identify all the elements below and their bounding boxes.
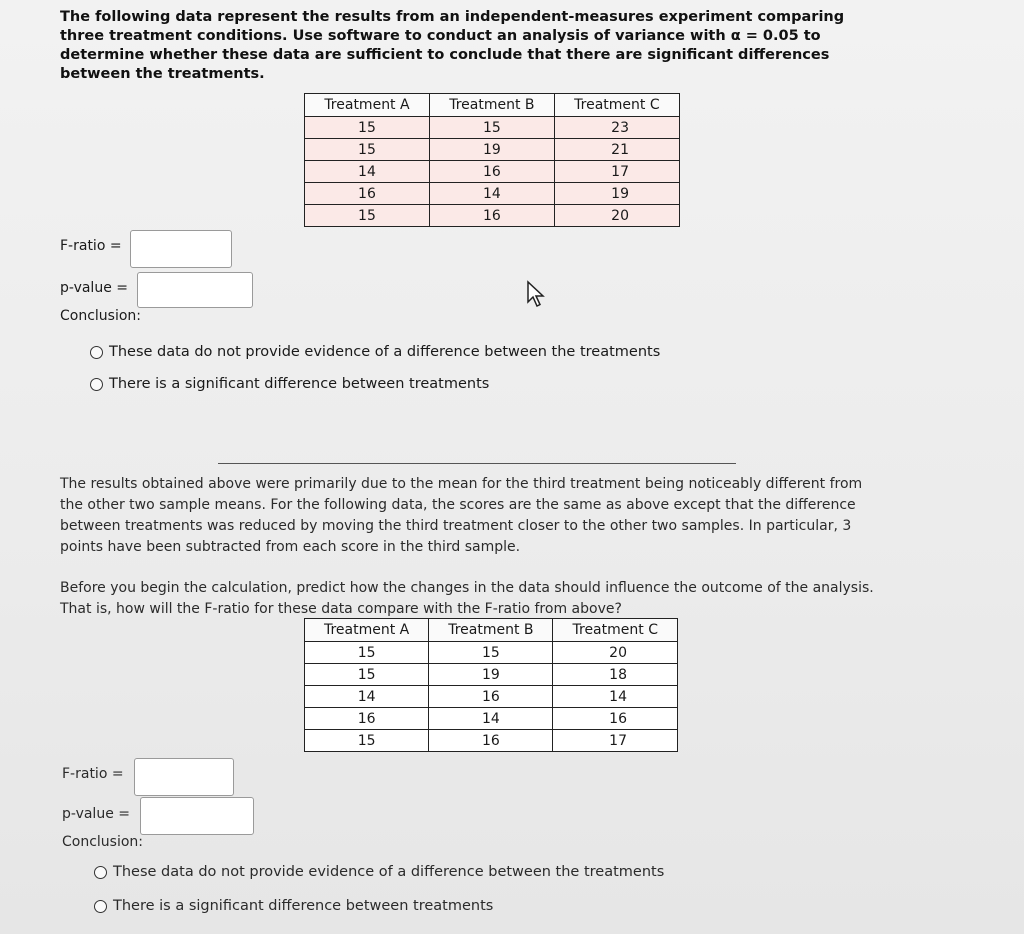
table-row (305, 117, 680, 139)
conclusion-option-significant-2[interactable] (94, 898, 493, 914)
table-row (305, 161, 680, 183)
table-cell: 15 (305, 117, 430, 139)
table-cell: 20 (554, 205, 679, 227)
table-cell: 19 (554, 183, 679, 205)
p-value-label-1: p-value = (60, 280, 128, 296)
table-cell: 23 (554, 117, 679, 139)
option-label: These data do not provide evidence of a difference between the treatments (109, 344, 661, 360)
table2-header-a: Treatment A (305, 619, 429, 642)
table1-header-c: Treatment C (554, 94, 679, 117)
table-row (305, 642, 678, 664)
p-value-input-2[interactable] (140, 797, 254, 835)
question-intro: The following data represent the results from an independent-measures experiment comparing three treatment conditions. Use software to conduct an analysis of variance with α = 0.05 to determine whether these data are sufficient to conclude that there are significant differences between the treatments. (60, 9, 845, 82)
conclusion-option-significant-1[interactable] (90, 376, 489, 392)
prediction-paragraph: Before you begin the calculation, predict how the changes in the data should influence the outcome of the analysis. That is, how will the F-ratio for these data compare with the F-ratio from above? (60, 580, 874, 617)
table-cell: 16 (429, 161, 554, 183)
table-cell: 15 (305, 139, 430, 161)
table-cell: 14 (305, 686, 429, 708)
table-cell: 15 (305, 664, 429, 686)
table-cell: 18 (553, 664, 678, 686)
radio-button-icon[interactable] (90, 378, 103, 391)
table-cell: 15 (305, 205, 430, 227)
table-cell: 15 (429, 642, 553, 664)
conclusion-label-2: Conclusion: (62, 834, 144, 850)
table-row (305, 664, 678, 686)
table-cell: 14 (429, 183, 554, 205)
table-cell: 15 (429, 117, 554, 139)
table1-header-a: Treatment A (305, 94, 430, 117)
f-ratio-input-2[interactable] (134, 758, 234, 796)
section-divider (218, 463, 736, 464)
table-cell: 20 (553, 642, 678, 664)
table-cell: 16 (305, 708, 429, 730)
table-row (305, 205, 680, 227)
mouse-cursor-icon (526, 280, 548, 308)
table-cell: 19 (429, 139, 554, 161)
explanation-paragraph: The results obtained above were primarily due to the mean for the third treatment being noticeably different from the other two sample means. For the following data, the scores are the same as above except that the difference between treatments was reduced by moving the third treatment closer to the other two samples. In particular, 3 points have been subtracted from each score in the third sample. (60, 476, 863, 555)
radio-button-icon[interactable] (94, 866, 107, 879)
table-cell: 17 (554, 161, 679, 183)
table1-header-b: Treatment B (429, 94, 554, 117)
table-row (305, 183, 680, 205)
table2-header-c: Treatment C (553, 619, 678, 642)
option-label: There is a significant difference between treatments (113, 898, 494, 914)
table-cell: 16 (553, 708, 678, 730)
option-label: There is a significant difference between treatments (109, 376, 490, 392)
f-ratio-label-2: F-ratio = (62, 766, 124, 782)
radio-button-icon[interactable] (90, 346, 103, 359)
table-cell: 15 (305, 642, 429, 664)
conclusion-option-no-difference-1[interactable] (90, 344, 660, 360)
option-label: These data do not provide evidence of a difference between the treatments (113, 864, 665, 880)
data-table-1 (304, 93, 680, 227)
p-value-input-1[interactable] (137, 272, 253, 308)
conclusion-label-1: Conclusion: (60, 308, 142, 324)
table-cell: 19 (429, 664, 553, 686)
table-cell: 21 (554, 139, 679, 161)
table-row (305, 708, 678, 730)
table-cell: 16 (429, 730, 553, 752)
table-cell: 14 (429, 708, 553, 730)
p-value-label-2: p-value = (62, 806, 130, 822)
table-cell: 15 (305, 730, 429, 752)
table-row (305, 730, 678, 752)
conclusion-option-no-difference-2[interactable] (94, 864, 664, 880)
table-row (305, 686, 678, 708)
table-cell: 16 (429, 686, 553, 708)
table-row (305, 139, 680, 161)
radio-button-icon[interactable] (94, 900, 107, 913)
table-cell: 16 (429, 205, 554, 227)
f-ratio-input-1[interactable] (130, 230, 232, 268)
data-table-2 (304, 618, 678, 752)
table-cell: 16 (305, 183, 430, 205)
table-cell: 17 (553, 730, 678, 752)
f-ratio-label-1: F-ratio = (60, 238, 122, 254)
table-cell: 14 (305, 161, 430, 183)
table2-header-b: Treatment B (429, 619, 553, 642)
table-cell: 14 (553, 686, 678, 708)
